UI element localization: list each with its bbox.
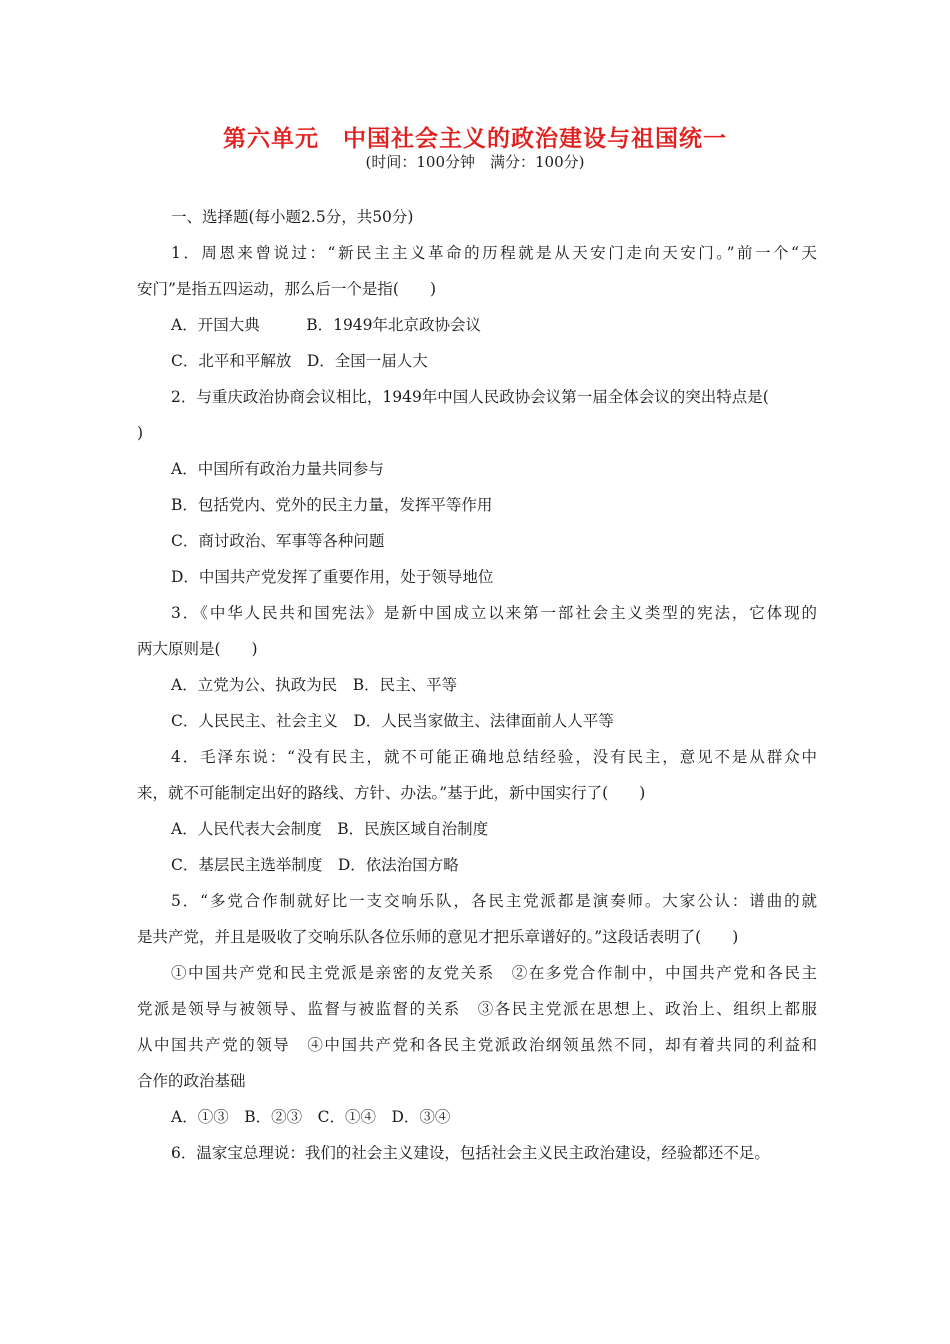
question-5-statements-line-3: 从中国共产党的领导 ④中国共产党和各民主党派政治纲领虽然不同，却有着共同的利益和 <box>137 1036 817 1054</box>
question-1-options-line-2: C．北平和平解放 D．全国一届人大 <box>171 352 428 370</box>
question-2-stem-line-1: 2．与重庆政治协商会议相比，1949年中国人民政协会议第一届全体会议的突出特点是( <box>171 388 769 406</box>
question-5-statements-line-2: 党派是领导与被领导、监督与被监督的关系 ③各民主党派在思想上、政治上、组织上都服 <box>137 1000 817 1018</box>
question-2-option-c: C．商讨政治、军事等各种问题 <box>171 532 385 550</box>
question-4-options-line-1: A．人民代表大会制度 B．民族区域自治制度 <box>171 820 489 838</box>
question-2-stem-line-2: ) <box>137 424 144 442</box>
section-heading: 一、选择题(每小题2.5分，共50分) <box>171 208 414 226</box>
question-5-stem-line-2: 是共产党，并且是吸收了交响乐队各位乐师的意见才把乐章谱好的。”这段话表明了( ) <box>137 928 739 946</box>
question-3-stem-line-1: 3．《中华人民共和国宪法》是新中国成立以来第一部社会主义类型的宪法，它体现的 <box>171 604 817 622</box>
question-2-option-a: A．中国所有政治力量共同参与 <box>171 460 384 478</box>
question-3-stem-line-2: 两大原则是( ) <box>137 640 258 658</box>
question-5-stem-line-1: 5．“多党合作制就好比一支交响乐队，各民主党派都是演奏师。大家公认：谱曲的就 <box>171 892 817 910</box>
question-content <box>137 199 817 1171</box>
question-3-options-line-1: A．立党为公、执政为民 B．民主、平等 <box>171 676 458 694</box>
question-1-options-line-1: A．开国大典 B．1949年北京政协会议 <box>171 316 482 334</box>
question-4-options-line-2: C．基层民主选举制度 D．依法治国方略 <box>171 856 459 874</box>
question-3-options-line-2: C．人民民主、社会主义 D．人民当家做主、法律面前人人平等 <box>171 712 614 730</box>
question-2-option-d: D．中国共产党发挥了重要作用，处于领导地位 <box>171 568 494 586</box>
question-4-stem-line-2: 来，就不可能制定出好的路线、方针、办法。”基于此，新中国实行了( ) <box>137 784 646 802</box>
question-5-statements-line-4: 合作的政治基础 <box>137 1072 246 1090</box>
question-1-stem-line-1: 1．周恩来曾说过：“新民主主义革命的历程就是从天安门走向天安门。”前一个“天 <box>171 244 817 262</box>
question-1-stem-line-2: 安门”是指五四运动，那么后一个是指( ) <box>137 280 437 298</box>
question-5-statements-line-1: ①中国共产党和民主党派是亲密的友党关系 ②在多党合作制中，中国共产党和各民主 <box>171 964 817 982</box>
question-6-stem-line-1: 6．温家宝总理说：我们的社会主义建设，包括社会主义民主政治建设，经验都还不足。 <box>171 1144 770 1162</box>
question-4-stem-line-1: 4．毛泽东说：“没有民主，就不可能正确地总结经验，没有民主，意见不是从群众中 <box>171 748 817 766</box>
page-title: 第六单元 中国社会主义的政治建设与祖国统一 <box>223 126 727 152</box>
question-2-option-b: B．包括党内、党外的民主力量，发挥平等作用 <box>171 496 493 514</box>
exam-time-and-score: (时间：100分钟 满分：100分) <box>365 153 585 171</box>
question-5-options: A．①③ B．②③ C．①④ D．③④ <box>171 1108 451 1126</box>
